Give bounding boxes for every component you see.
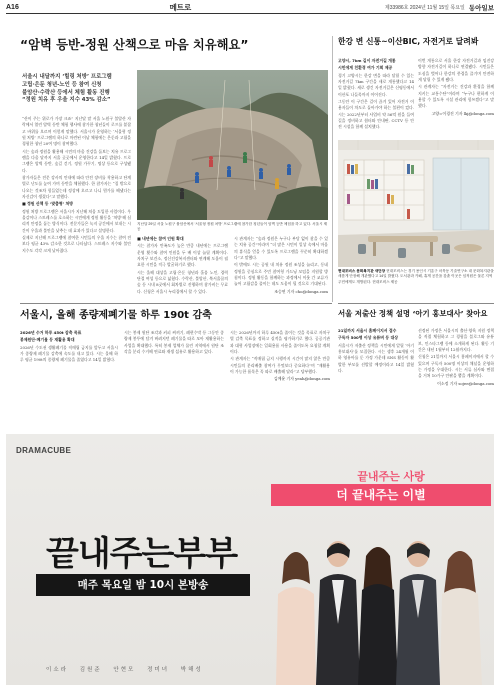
article4-body-col3 [230, 330, 330, 430]
subhead: 2026년 수거 하루 450t 감축 목표 [20, 330, 82, 335]
article1-subhead: 고립·은둔 청년-노인 등 참여 신청 [22, 81, 102, 88]
paragraph: 시는 숲과 정원을 활용해 시민의 마음 건강을 돌보는 치유 프로그램을 다음 달까지 서울 곳곳에서 운영한다고 14일 밝혔다. 프로그램은 암벽 등반, 숲길 걷기, 정원 가꾸기, 명상 등으로 구성됐다. [22, 148, 131, 173]
caption-title: 현대모비스 문화복지관 새단장 [338, 269, 386, 273]
subhead: 21일까지 서울시 홈페이지서 접수 [338, 328, 397, 333]
paragraph: 참가자들은 전문 강사의 안내에 따라 안전 장비를 착용하고 단계별로 난도를 높여 가며 등반을 체험했다. 한 참가자는 “집 밖으로 나오는 것조차 힘들었는데 정상에 오르고 나니 뭔가를 해냈다는 자신감이 생겼다”고 말했다. [22, 174, 131, 199]
edition-info: 제33986호 2024년 11월 15일 목요일 [384, 5, 465, 11]
article4-body-col2 [124, 330, 224, 430]
article4-headline: 서울시, 올해 종량제폐기물 하루 190t 감축 [20, 310, 212, 321]
article2-headline: 한강 변 신통~이산BIC, 자전거로 달려봐 [338, 37, 479, 46]
column-rule [332, 36, 333, 302]
paragraph: 정원 처방 프로그램은 서울시가 지난해 처음 도입한 사업이다. 우울감이나 스트레스를 호소하는 시민에게 정원 활동을 ‘처방’해 심리적 안정을 돕는 방식이다. 전문가들은 녹지 공간에서 보내는 시간이 우울과 불안을 낮추는 데 효과가 있다고 설명한다. [22, 208, 131, 233]
paragraph: 2026년 수도권 생활폐기물 직매립 금지를 앞두고 서울시가 종량제 폐기물 감축에 속도를 내고 있다. 시는 올해 하루 평균 190t의 종량제 폐기물을 줄였다고 14일 밝혔다. [20, 344, 118, 363]
cast-member-3 [358, 547, 398, 685]
article4-body-col1 [20, 330, 118, 430]
article3-body-col1 [338, 328, 414, 428]
ad-cast-names: 이소라 김원준 안현모 정미녀 박해성 [46, 667, 203, 673]
paragraph: 신청은 21일까지 서울시 홈페이지에서 할 수 있으며 구독자 500명 이상의 채널을 운영하는 가정을 우대한다. 시는 서류 심사와 면접을 거쳐 10가구 안팎을 뽑을 계획이다. [418, 354, 494, 379]
article1-subheads [22, 74, 142, 105]
paragraph: 그동안 이 구간은 길이 끊겨 있어 자전거 이용자들이 차도로 돌아가야 하는 불편이 컸다. 시는 2022년부터 사업비 약 56억 원을 들여 길을 정비하고 쉼터와 안내판, CCTV 등 안전 시설을 함께 설치했다. [338, 98, 414, 130]
page-number: A16 [6, 4, 19, 11]
ad-title: 끝내주는부부 [46, 534, 238, 574]
ad-tagline-top: 끝내주는 사랑 [357, 470, 425, 483]
subhead: 시민에게 친환경 여가 기회 제공 [338, 65, 393, 71]
paragraph: 실제로 지난해 프로그램에 참여한 시민들의 우울 지수는 참여 전보다 평균 43% 감소한 것으로 나타났다. 스트레스 지수와 불안 지수도 각각 크게 낮아졌다. [22, 234, 131, 253]
article1-subhead: “정원 치유 후 우울 지수 43% 감소” [22, 97, 111, 104]
article1-photo [137, 70, 328, 220]
rock-climbing-photo [137, 70, 328, 220]
ad-tagline-bottom: 더 끝내주는 이별 [271, 484, 491, 506]
paragraph: 시는 참가자 만족도가 높은 만큼 내년에는 프로그램 운영 횟수와 참여 인원을 두 배 이상 늘릴 계획이다. 자치구 보건소, 정신건강복지센터와 연계해 도움이 필요한 시민을 적극 발굴하기로 했다. [137, 243, 228, 268]
library-interior-photo [338, 140, 494, 267]
article1-subhead: 서울시 내달까지 ‘힐링 처방’ 프로그램 [22, 74, 112, 80]
byline: 고양=이경진 기자 lkj@donga.com [431, 110, 494, 116]
subhead: 고양시, 7km 길이 자전거길 개통 [338, 58, 396, 63]
paragraph: 서울시가 저출산 정책을 시민에게 알릴 ‘아기 홍보대사’를 모집한다. 시는 생후 24개월 이하 영유아를 둔 가정 가운데 SNS 활동이 활발한 부모를 선발할 예정이라고 14일 밝혔다. [338, 342, 414, 373]
cast-member-5 [440, 551, 482, 685]
paragraph: 이번 개통으로 서울 한강 자전거길과 임진강 방향 자전거길이 하나로 연결됐다. 시민들은 도심을 벗어나 한강의 풍경을 즐기며 안전하게 달릴 수 있게 됐다. [418, 58, 494, 82]
article3-headline: 서울 저출산 정책 설명 ‘아기 홍보대사’ 찾아요 [338, 309, 488, 318]
cast-group-illustration [266, 514, 491, 685]
paragraph: 시는 2026년까지 하루 450t을 줄이는 것을 목표로 자치구별 감축 목표를 정하고 실적을 평가하기로 했다. 공공기관과 대형 사업장에는 일회용품 사용을 줄이도록 요청할 계획이다. [230, 330, 330, 354]
subhead: 구독자 500명 이상 유튜버 등 대상 [338, 335, 398, 341]
paragraph: 경기 고양시는 한강 변을 따라 달릴 수 있는 자전거길 7km 구간을 새로 개통했다고 14일 밝혔다. 새로 생긴 자전거길은 신평동에서 이산포 나들목까지 이어진다. [338, 72, 414, 97]
caption-text: 현대모비스는 경기 용인시 기흥구 마북동 기술연구소 내 문화복지관을 새롭게 단장해 개관했다고 14일 밝혔다. 도서관과 카페, 휴게 공간을 갖춘 이곳은 임직원은 물론 지역 주민에게도 개방된다. 현대모비스 제공 [338, 269, 494, 284]
paragraph: 시 관계자는 “직매립 금지 시행까지 시간이 많지 않은 만큼 시민들의 분리배출 참여가 무엇보다 중요하다”며 “재활용이 가능한 품목은 꼭 따로 배출해 달라”고 당부했다. [230, 356, 330, 374]
section-rule [20, 303, 332, 304]
paragraph: 시 관계자는 “숲과 정원은 누구나 부담 없이 찾을 수 있는 치유 공간”이라며 “더 많은 시민이 일상 속에서 마음의 휴식을 얻을 수 있도록 프로그램을 꾸준히 확대하겠다”고 말했다. [234, 236, 328, 260]
byline: 조승연 기자 cho@donga.com [274, 288, 328, 294]
drama-advertisement [6, 434, 494, 685]
byline: 김예윤 기자 yeah@donga.com [273, 376, 330, 382]
section-rule [338, 303, 494, 304]
byline: 이소정 기자 sojee@donga.com [437, 380, 494, 386]
article2-photo [338, 140, 494, 267]
paragraph: 시는 봉제 원단 조각과 커피 찌꺼기, 폐현수막 등 그동안 종량제 봉투에 담겨 버려지던 폐기물을 따로 모아 재활용하는 사업을 확대했다. 특히 봉제 업체가 몰린 지역에서 원단 조각을 분리 수거해 연료와 재생 섬유로 활용하고 있다. [124, 330, 224, 354]
article3-body-col2 [418, 328, 494, 428]
paragraph: “산이 주는 위로가 가장 크죠” 지난달 말 서울 노원구 불암산 자락에서 열린 암벽 등반 체험 행사에 참가한 청년들이 로프를 붙잡고 바위를 오르며 이렇게 말했다. 서울시가 운영하는 ‘서울형 정원 처방’ 프로그램의 하나로 마련된 이날 체험에는 은둔과 고립을 경험한 청년 20여 명이 참여했다. [22, 116, 131, 147]
article1-subhead: 불암산·수락산 등에서 체험 활동 진행 [22, 89, 110, 96]
paragraph: 시는 올해 대상을 고립·은둔 청년과 홀몸 노인, 경력 단절 여성 등으로 넓혔다. 수락산, 불암산, 북서울꿈의숲 등 시내 8곳에서 회차별로 진행하며 참가비는 무료다. 신청은 서울시 누리집에서 할 수 있다. [137, 269, 228, 294]
mid-heading: ■ 정원 산책 등 ‘맞춤형’ 처방 [22, 201, 73, 207]
paragraph: 시 관계자는 “자전거는 건강과 환경을 함께 지키는 교통수단”이라며 “누구나 편하게 이용할 수 있도록 시설 관리에 힘쓰겠다”고 말했다. [418, 84, 494, 109]
article1-caption: 지난달 29일 서울 노원구 불암산에서 ‘서울형 정원 처방’ 프로그램에 참가한 청년들이 암벽 등반 체험을 하고 있다. 서울시 제공 [137, 222, 328, 232]
paragraph: 선정된 가정은 서울시의 출산·양육 지원 정책을 직접 체험하고 그 경험을 블로그와 유튜브, 인스타그램 등에 소개하게 된다. 활동 기간은 내년 1월부터 12월까지다. [418, 328, 494, 352]
ad-logo: DRAMACUBE [16, 446, 72, 455]
paragraph: 이 밖에도 시는 공원 내 치유 정원 조성을 늘리고, 동네 정원을 중심으로 주민 참여형 가드닝 모임을 지원할 방침이다. 정원 활동을 함께하는 과정에서 이웃 간 교류가 늘어 고립감을 줄이는 데도 도움이 될 것으로 기대된다. [234, 262, 328, 287]
ad-schedule: 매주 목요일 밤 10시 본방송 [36, 574, 250, 596]
newspaper-brand: 동아일보 [468, 5, 494, 12]
article2-caption [338, 269, 494, 301]
cast-member-2 [316, 541, 360, 685]
mid-heading: ■ 내년에는 참여 인원 확대 [137, 236, 184, 241]
article1-headline: “암벽 등반-정원 산책으로 마음 치유해요” [20, 38, 249, 52]
masthead [6, 2, 494, 14]
cast-member-4 [396, 541, 440, 685]
section-title: 메트로 [169, 3, 192, 12]
cast-member-1 [276, 552, 316, 685]
subhead: 봉제원단-페기물 등 재활용 확대 [20, 337, 75, 343]
